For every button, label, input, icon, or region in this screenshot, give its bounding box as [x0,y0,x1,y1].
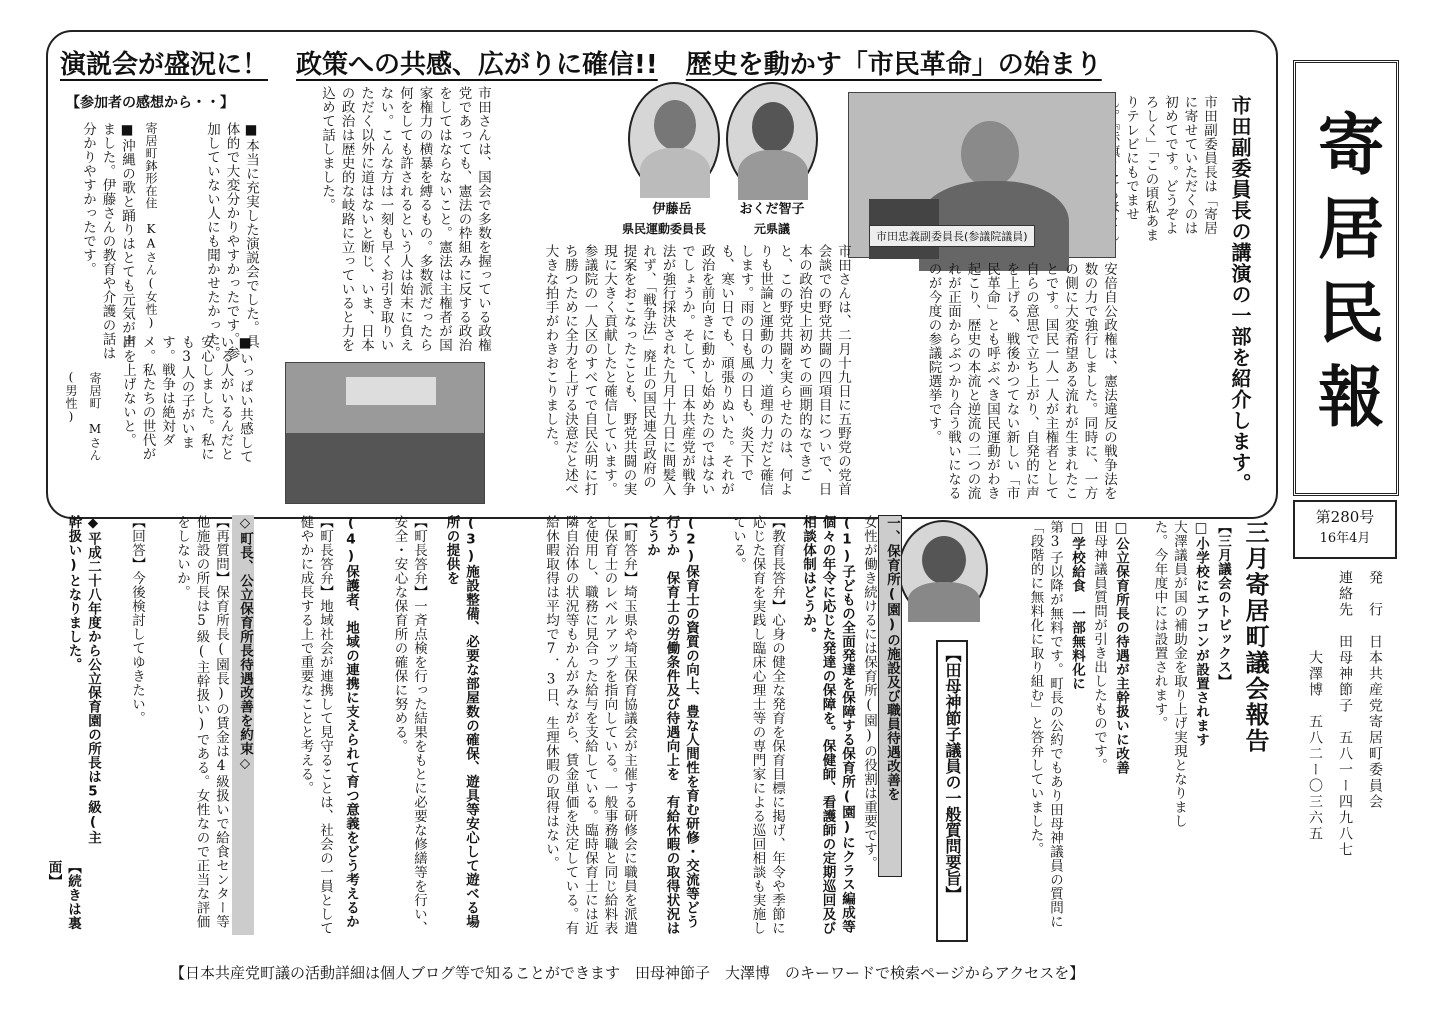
headline-3: 歴史を動かす「市民革命」の始まり [685,49,1102,80]
question-1-block [788,515,856,935]
speech-heading: 市田副委員長の講演の一部を紹介します。 [1228,95,1252,494]
voice-2-by: (男性) [64,370,78,424]
voice-3: ■いっぱい共感している人がいるんだと安心しました。私にも3人の子がいます。戦争は絶対ダメ。私たちの世代が声を上げないと。 [120,335,253,464]
speaker-photo-caption: 市田忠義副委員長(参議院議員) [869,225,1035,247]
question-4: (4)保護者、地域の連携に支えられて育つ意義をどう考えるか [343,515,359,929]
contact-2: 大澤博 五八二ー〇三六五 [1307,650,1323,842]
speech-col-3-top [498,86,622,240]
answer-1-block [702,515,786,935]
portrait-ito [628,82,720,196]
topics-heading: 【三月議会のトピックス】 [1215,520,1231,688]
topic-3-title: □学校給食 一部無料化に [1069,520,1085,691]
answer-1: 心身の健全な発育を保育目標に掲げ、年令や季節に応じた保育を実践し臨床心理士等の専門家による巡回相談も実施している。 [730,515,785,935]
answer-3: 一斉点検を行った結果をもとに必要な修繕等を行い、安全・安心な保育所の確保に努める。 [391,515,427,935]
promise-title: ◇町長、公立保育所長待遇改善を約束◇ [232,515,254,935]
publisher-label: 発 行 [1367,570,1383,618]
question-3: (3)施設整備、必要な部屋数の確保、遊具等安心して遊べる場所の提供を [443,515,479,929]
speech-col-3: 市田さんは、二月十九日に五野党の党首会談での野党共闘の四項目についで、日本の政治史上初めての画期的なできごと、この野党共闘を実らせたのは、何よりも世論と運動の力、道理の力だと確信します。雨の日も風の日も、炎天下でも、寒い日でも、頑張りぬいた。それが政治を前向きに動かし始めたのではないでしょうか。そして、日本共産党が戦争法が強行採決された九月十九日に間髪入れず、「戦争法」廃止の国民連合政府の提案をおこなったことも、野党共闘の実現に大きく貢献したと確信しています。参議院の一人区のすべてで自民公明に打ち勝つために全力を上げる決意だと述べ大きな拍手がわきおこりました。 [542,244,851,496]
footer-note: 【日本共産党町議の活動詳細は個人ブログ等で知ることができます 田母神節子 大澤博 のキーワードで検索ページからアクセスを】 [170,964,1085,982]
re-answer-block [104,515,146,935]
topic-1-body: 大澤議員が国の補助金を取り上げ実現となりました。今年度中には設置されます。 [1151,520,1187,828]
answer-2: 埼玉県や埼玉保育協議会が主催する研修会に職員を派遣し保育士のレベルアップを指向している。一般事務職と同じ給料表を使用し、職務に見合った給与を支給している。臨時保育士には近隣自治体の状況等もかんがみながら、賃金単価を決定している。有給休暇取得は平均で7．3日、生理休暇の取得はない。 [543,515,637,935]
topic-2-body: 田母神議員質問が引き出したものです。 [1091,520,1107,772]
answer-2-head: 【町答弁】 [621,515,637,585]
portrait-okuda-name: おくだ智子 [739,202,805,217]
continued-note: 【続きは裏面】 [45,860,81,930]
speech-intro-col [1122,95,1218,247]
answer-3-head: 【町長答弁】 [411,515,427,599]
speech-intro-text: ぞよろしく」「この頃私あまりテレビにもでませ [1123,95,1178,243]
re-answer: 今後検討してゆきたい。 [129,571,145,725]
result: ◆平成二十八年度から公立保育園の所長は5級(主幹扱い)となりました。 [65,515,101,845]
speech-col-2: 安倍自公政権は、憲法違反の戦争法を数の力で強行しました。同時に、一方の側に大変希望ある流れが生まれたことです。国民一人一人が主権者として自らの意思で立ち上がり、自発的に声を上げる、戦後かつてない新しい「市民革命」とも呼ぶべき国民運動がわき起こり、歴史の本流と逆流の二つの流れが正面からぶつかり合う戦いになるのが今度の参議院選挙です。 [925,262,1117,500]
venue-photo [285,362,485,504]
answer-4-block [256,515,334,935]
speech-col-4: 市田さんは、国会で多数を握っている政権党であっても、憲法の枠組みに反する政治をしてはならないこと。憲法は主権者が国家権力の横暴を縛るもの。多数派だったら何をしても許されるという人は始末に負えない。こんな方は一刻も早くお引き取りいただく以外に道はないと断じ、いま、日本の政治は歴史的な岐路に立っていると力を込めて話しました。 [319,86,491,352]
masthead-title-box [1293,60,1399,496]
contact-label: 連絡先 [1337,570,1353,618]
masthead-title: 寄居民報 [1306,110,1385,446]
speaker-photo [848,92,1116,258]
issue-date: 16年4月 [1319,531,1371,546]
question-title: 【田母神節子議員の一般質問要旨】 [936,640,968,942]
answer-1-head: 【教育長答弁】 [769,515,785,613]
question-1: (1)子どもの全面発達を保障する保育所(園)にクラス編成等個々の年令に応じた発達の保障を。保健師、看護師の定期巡回及び相談体制はどうか。 [800,515,855,935]
topic-3-body: 第3子以降が無料です。町長の公約でもあり田母神議員の質問に「段階的に無料化に取り組む」と答弁していました。 [1027,520,1063,929]
headline-2: 政策への共感、広がりに確信!! [296,49,658,80]
contact-1: 田母神節子 五八一ー四九八七 [1337,634,1353,858]
portrait-okuda-title: 元県議 [753,222,790,236]
question-section: 一、保育所(園)の施設及び職員待遇改善を [878,515,902,877]
re-question: 【再質問】保育所長(園長)の賃金は4級扱いで給食センター等他施設の所長は5級(主幹扱い)である。女性なので正当な評価をしないか。 [174,515,229,929]
headline [60,42,1260,82]
re-answer-head: 【回答】 [129,515,145,571]
publisher: 日本共産党寄居町委員会 [1367,634,1383,810]
answer-4-head: 【町長答弁】 [317,515,333,599]
voice-3-by: 寄居町 Mさん [88,372,102,462]
question-2: (2)保育士の資質の向上、豊な人間性を育む研修・交流等どう行うか 保育士の労働条件及び待遇向上を 有給休暇の取得状況はどうか [644,515,699,935]
question-intro: 女性が働き続けるには保育所(園)の役割は重要です。 [861,515,877,870]
publisher-col [1365,570,1385,930]
portrait-ito-name: 伊藤岳 [652,202,692,217]
answer-3-block [362,515,428,935]
issue-number: 第280号 [1315,508,1375,526]
voices-heading: 【参加者の感想から・・】 [66,95,234,111]
portrait-ito-title: 県民運動委員長 [621,222,706,236]
portrait-okuda [726,82,818,196]
contact-col [1335,570,1355,930]
speech-intro-lead: 市田副委員長は「寄居に寄せていただくのは初めてです。どう [1162,95,1217,235]
headline-1: 演説会が盛況に！ [60,49,269,80]
topic-1-title: □小学校にエアコンが設置されます [1193,520,1209,747]
voice-1: ■本当に充実した演説会でした。具体的で大変分かりやすかったです。参加していない人にも聞かせたかった。 [204,122,259,360]
voice-1-by: 寄居町鉢形在住 KAさん(女性) [144,122,158,330]
member-portrait [898,520,988,620]
answer-4: 地域社会が連携して見守ることは、社会の一員として健やかに成長する上で重要なことと考える。 [297,515,333,935]
issue-box [1293,500,1397,559]
topic-2-title: □公立保育所長の待遇が主幹扱いに改善 [1113,520,1129,775]
report-title: 三月寄居町議会報告 [1241,520,1269,754]
answer-2-block [482,515,638,935]
voice-2: ■沖縄の歌と踊りはとても元気が出ました。伊藤さんの教育や介護の話は分かりやすかったです。 [80,122,135,360]
